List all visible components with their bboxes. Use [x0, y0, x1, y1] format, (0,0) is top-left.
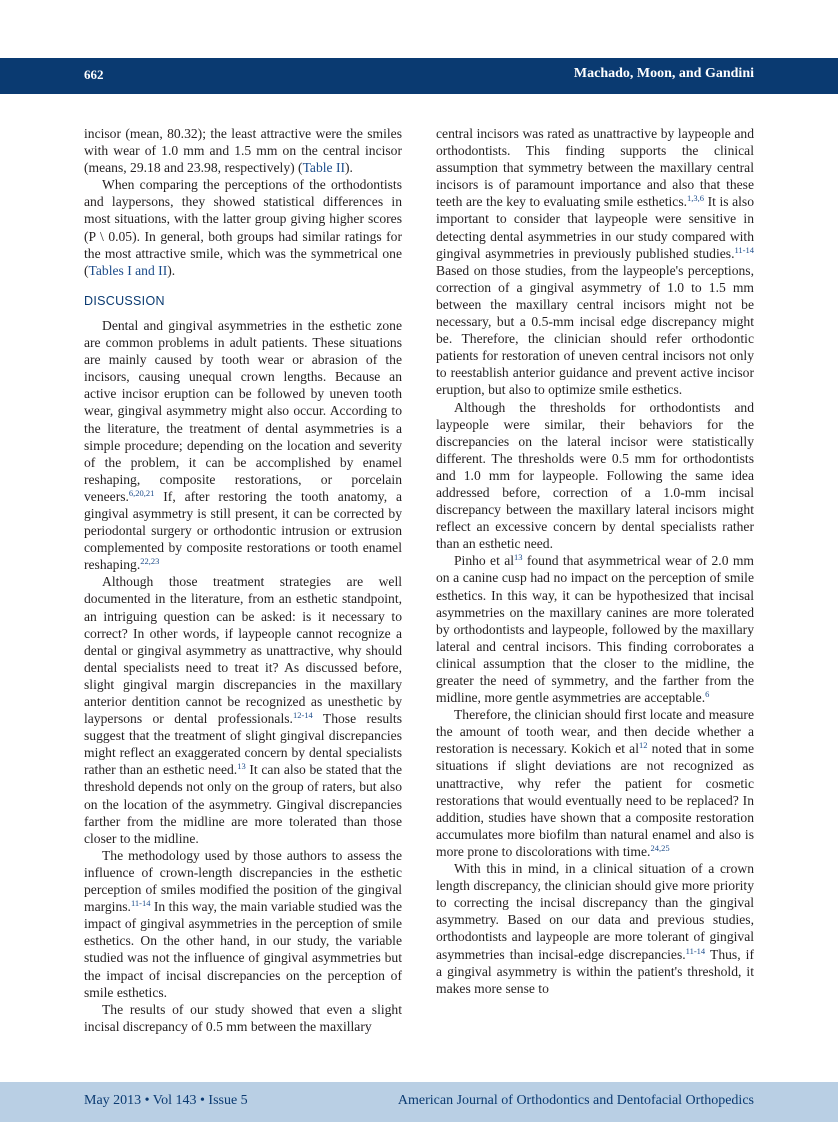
- citation-link[interactable]: 1,3,6: [687, 193, 705, 204]
- paragraph: Although those treatment strategies are well documented in the literature, from an esthetic standpoint, an intriguing question can be asked: is it necessary to correct? In other words, if laypeople cannot recognize a dental or gingival asymmetry as unattractive, why should dental specialists need to treat it? As discussed before, slight gingival margin discrepancies in the maxillary anterior dentition cannot be recognized as unesthetic by laypersons or dental professionals.$^{12-14}$ Those results suggest that the treatment of slight gingival discrepancies might reflect an exaggerated concern by dental specialists rather than an esthetic need.$^{13}$ It can also be stated that the threshold depends not only on the group of raters, but also on the location of the asymmetry. Gingival discrepancies farther from the midline are more tolerated than those closer to the midline.: [84, 574, 402, 846]
- running-header-bar: [0, 58, 838, 94]
- section-heading-discussion: DISCUSSION: [84, 293, 165, 308]
- citation-link[interactable]: 11-14: [130, 898, 151, 909]
- paragraph: The results of our study showed that even a slight incisal discrepancy of 0.5 mm between the maxillary: [84, 1001, 402, 1034]
- citation-link[interactable]: 11-14: [734, 244, 754, 255]
- paragraph: Dental and gingival asymmetries in the esthetic zone are common problems in adult patients. These situations are mainly caused by tooth wear or abrasion of the incisors, causing unequal crown lengths. Because an active incisor eruption can be followed by uneven tooth wear, gingival asymmetry might also occur. According to the literature, the treatment of dental asymmetries is a simple procedure; depending on the location and severity of the problem, it can be accomplished by enamel reshaping, composite restorations, or porcelain veneers.$^{6,20,21}$ If, after restoring the tooth anatomy, a gingival asymmetry is still present, it can be corrected by periodontal surgery or orthodontic intrusion or extrusion complemented by composite restorations or tooth enamel reshaping.$^{22,23}$: [84, 317, 402, 573]
- paragraph: Although the thresholds for orthodontists and laypeople were similar, their behaviors for the discrepancies on the lateral incisor were statistically different. The thresholds were 0.5 mm for orthodontists and 1.0 mm for laypeople. Following the same idea addressed before, correction of a 1.0-mm incisal discrepancy between the maxillary lateral incisors might reflect an excessive concern by dental specialists rather than an esthetic need.: [436, 399, 754, 552]
- page-number: 662: [84, 67, 104, 82]
- left-column: [84, 125, 402, 1035]
- citation-link[interactable]: 12-14: [292, 710, 313, 721]
- citation-link[interactable]: 24,25: [650, 842, 670, 853]
- paragraph: Therefore, the clinician should first locate and measure the amount of tooth wear, and then decide whether a restoration is necessary. Kokich et $al^{12}$ noted that in some situations if slight deviations are not recognized as unattractive, why refer the patient for cosmetic restorations that would eventually need to be replaced? In addition, studies have shown that a composite restoration accumulates more biofilm than natural enamel and also is more prone to discolorations with time.$^{24,25}$: [436, 707, 754, 859]
- paragraph: Pinho et $al^{13}$ found that asymmetrical wear of 2.0 mm on a canine cusp had no impact on the perception of smile esthetics. In this way, it can be hypothesized that incisal asymmetries on the maxillary canines are more tolerated by orthodontists and laypeople, followed by the maxillary lateral and central incisors. This finding corroborates a clinical assumption that the closer to the midline, the greater the need of symmetry, and the farther from the midline, more gentle asymmetries are acceptable.$^6$: [436, 552, 754, 706]
- issue-info: May 2013 • Vol 143 • Issue 5: [84, 1093, 248, 1108]
- citation-link[interactable]: 13: [237, 761, 246, 772]
- right-column: [436, 125, 754, 997]
- paragraph: incisor (mean, 80.32); the least attractive were the smiles with wear of 1.0 mm and 1.5 mm on the central incisor (means, 29.18 and 23.98, respectively) (Table II).: [84, 126, 402, 176]
- paragraph: With this in mind, in a clinical situation of a crown length discrepancy, the clinician should give more priority to correcting the incisal discrepancy than the gingival asymmetry. Based on our data and previous studies, orthodontists and laypeople are more tolerant of gingival asymmetries than incisal-edge discrepancies.$^{11-14}$ Thus, if a gingival asymmetry is within the patient's threshold, it makes more sense to: [436, 861, 754, 996]
- table-reference-link[interactable]: Tables I and II: [88, 262, 168, 278]
- citation-link[interactable]: 13: [514, 552, 523, 563]
- journal-name: American Journal of Orthodontics and Dentofacial Orthopedics: [397, 1093, 754, 1108]
- paragraph: The methodology used by those authors to assess the influence of crown-length discrepancies in the esthetic perception of smiles modified the position of the gingival margins.$^{11-14}$ In this way, the main variable studied was the impact of gingival asymmetries in the perception of smile esthetics. On the other hand, in our study, the variable studied was not the influence of gingival asymmetries but the impact of incisal discrepancies on the perception of smile esthetics.: [84, 847, 402, 1000]
- citation-link[interactable]: 12: [639, 740, 648, 751]
- paragraph: central incisors was rated as unattractive by laypeople and orthodontists. This finding supports the clinical assumption that symmetry between the maxillary central incisors is of paramount importance and also that these teeth are the key to evaluating smile esthetics.$^{1,3,6}$ It is also important to consider that laypeople were sensitive in detecting dental asymmetries in our study compared with gingival asymmetries in previously published studies.$^{11-14}$ Based on those studies, from the laypeople's perceptions, correction of a gingival asymmetry of 1.0 to 1.5 mm between the maxillary central incisors might not be necessary, but a 0.5-mm incisal edge discrepancy might be. Therefore, the clinician should refer orthodontic patients for restoration of uneven central incisors not only to reestablish anterior guidance and prevent active incisor eruption, but also to optimize smile esthetics.: [436, 126, 755, 398]
- citation-link[interactable]: 11-14: [685, 945, 706, 956]
- footer-bar: [0, 1082, 838, 1122]
- table-reference-link[interactable]: Table II: [302, 160, 346, 176]
- running-head-authors: Machado, Moon, and Gandini: [573, 66, 754, 81]
- citation-link[interactable]: 6: [705, 689, 710, 700]
- citation-link[interactable]: 22,23: [140, 556, 160, 567]
- paragraph: When comparing the perceptions of the orthodontists and laypersons, they showed statistical differences in most situations, with the latter group giving higher scores (P \ 0.05). In general, both groups had similar ratings for the most attractive smile, which was the symmetrical one (Tables I and II).: [84, 177, 402, 278]
- citation-link[interactable]: 6,20,21: [128, 487, 155, 498]
